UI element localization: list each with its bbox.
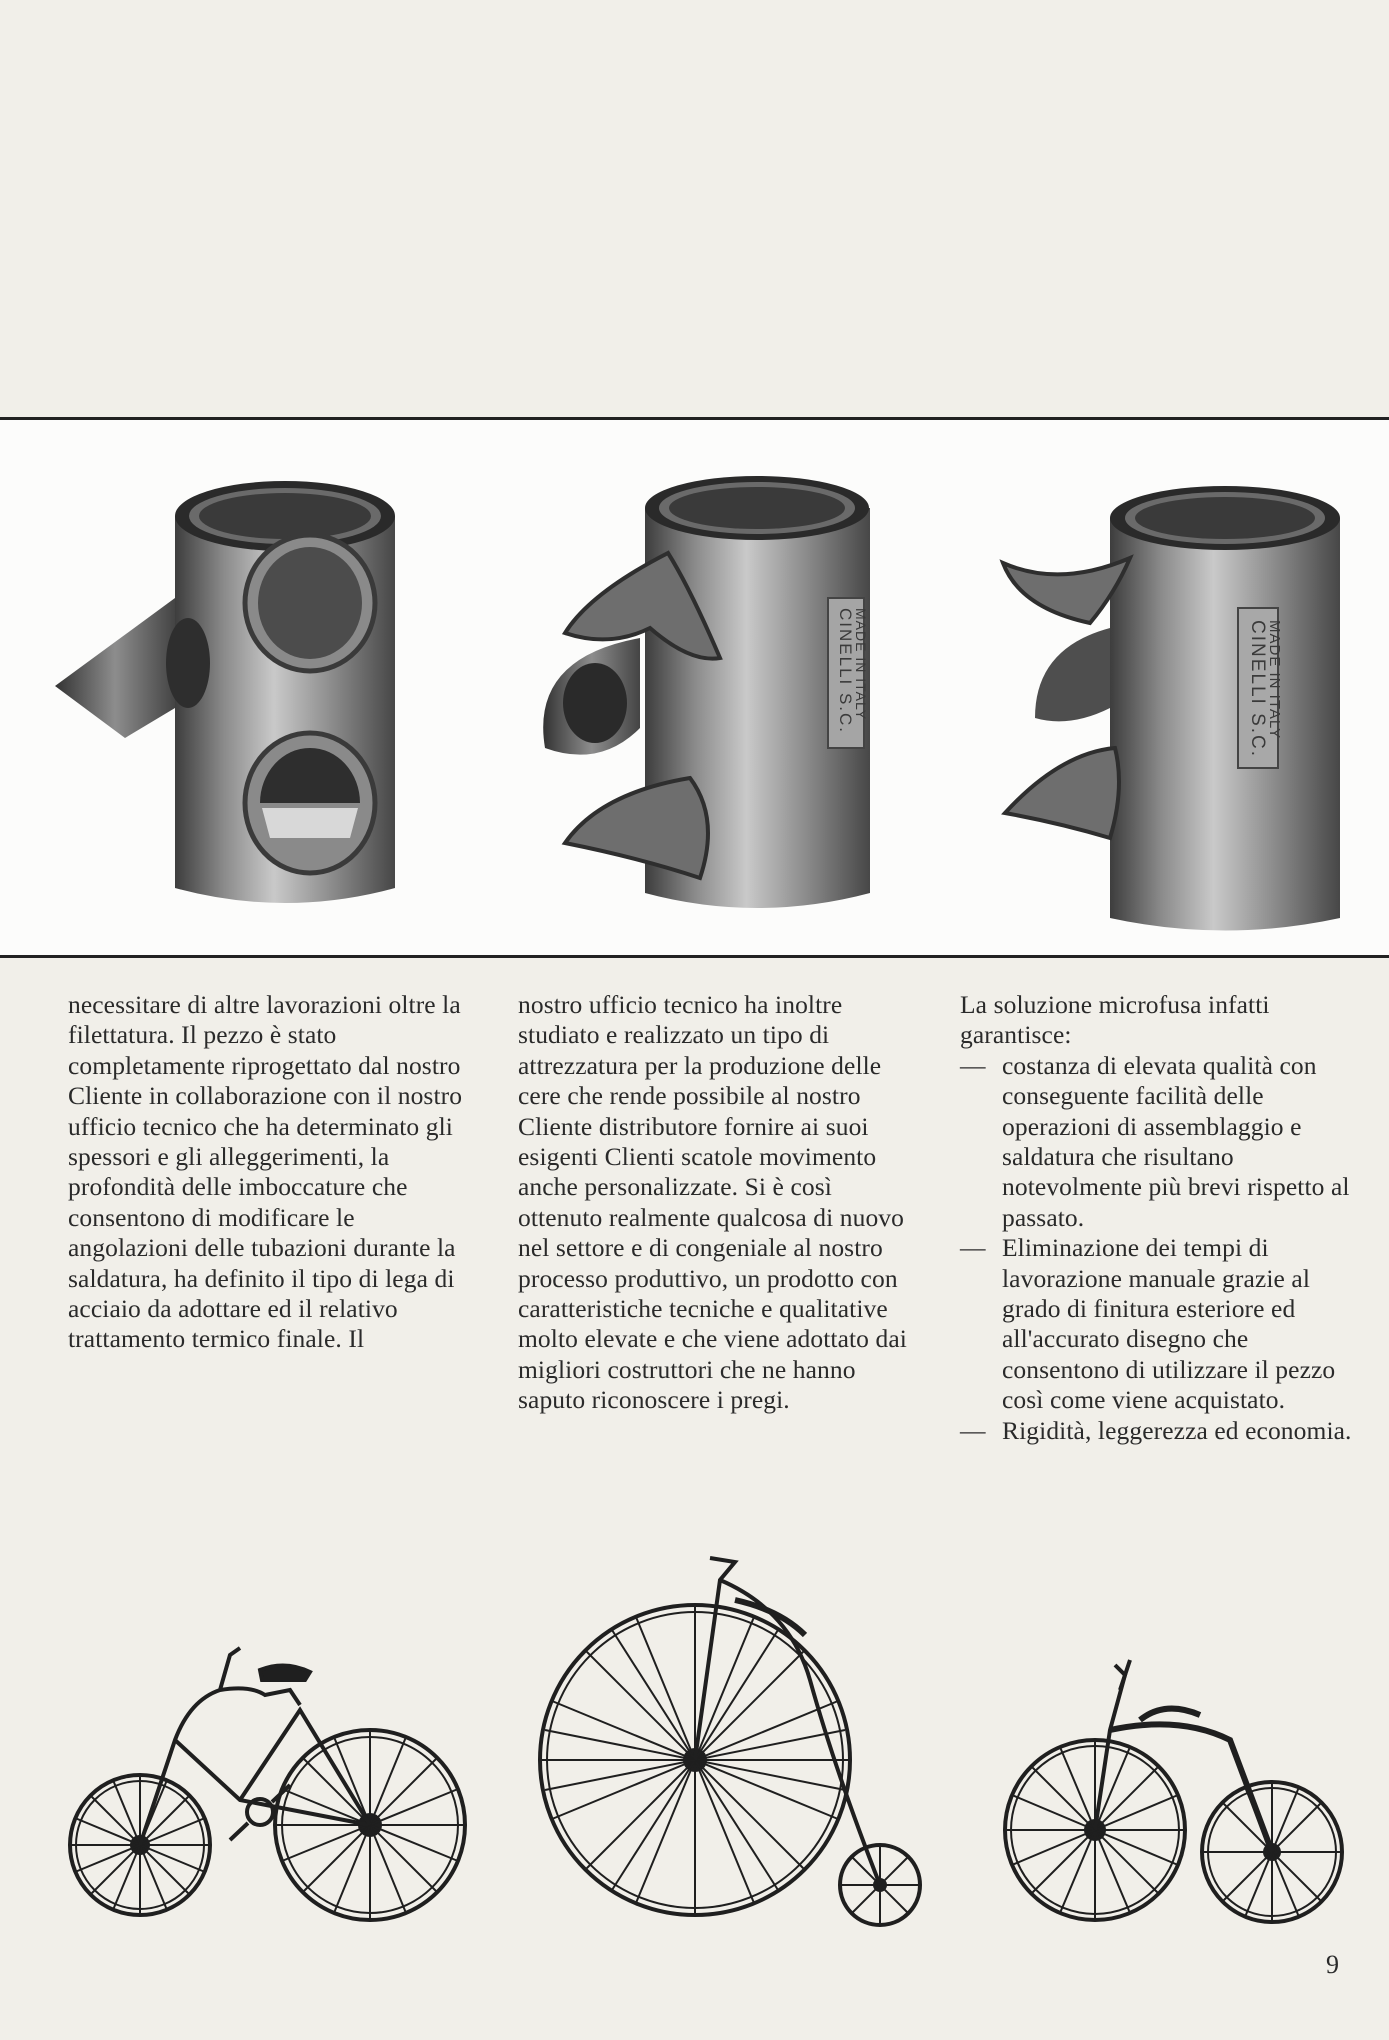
stamp-line1-shell2: CINELLI S.C. — [836, 608, 855, 735]
column-2-paragraph: nostro ufficio tecnico ha inoltre studiato e realizzato un tipo di attrezzatura per la produzione delle cere che rende possibile al nostro Cliente distributore fornire ai suoi esigenti Clienti scatole movimento anche personalizzate. Si è così ottenuto realmente qualcosa di nuovo nel settore e di congeniale al nostro processo produttivo, un prodotto con caratteristiche tecniche e qualitative molto elevate e che viene adottato dai migliori costruttori che ne hanno saputo riconoscere i pregi. — [518, 990, 907, 1415]
safety-bicycle-illustration — [70, 1648, 465, 1920]
shell-photo-2 — [543, 476, 870, 908]
benefits-list — [960, 1051, 1360, 1446]
text-column-3 — [960, 990, 1360, 1446]
benefit-item: — Eliminazione dei tempi di lavorazione manuale grazie al grado di finitura esteriore ed all'accurato disegno che consentono di utilizzare il pezzo così come viene acquistato. — [960, 1233, 1360, 1415]
shell-photo-3 — [1003, 486, 1340, 931]
text-column-1 — [68, 990, 468, 1355]
column-3-intro: La soluzione microfusa infatti garantisce: — [960, 990, 1270, 1050]
bicycle-illustrations — [0, 1540, 1389, 2040]
page-number: 9 — [1326, 1950, 1339, 1979]
benefit-item: — costanza di elevata qualità con conseguente facilità delle operazioni di assemblaggio e saldatura che risultano notevolmente più brevi rispetto al passato. — [960, 1051, 1360, 1233]
stamp-line1-shell3: CINELLI S.C. — [1247, 620, 1268, 759]
column-1-paragraph: necessitare di altre lavorazioni oltre la filettatura. Il pezzo è stato completamente riprogettato dal nostro Cliente in collaborazione con il nostro ufficio tecnico che ha determinato gli spessori e gli alleggerimenti, la profondità delle imboccature che consentono di modificare le angolazioni delle tubazioni durante la saldatura, ha definito il tipo di lega di acciaio da adottare ed il relativo trattamento termico finale. Il — [68, 990, 463, 1354]
product-photos — [0, 418, 1389, 958]
velocipede-illustration — [1005, 1660, 1342, 1922]
stamp-line2-shell3: MADE IN ITALY — [1266, 620, 1283, 740]
penny-farthing-illustration — [540, 1558, 920, 1925]
benefit-item: — Rigidità, leggerezza ed economia. — [960, 1416, 1360, 1446]
stamp-line2-shell2: MADE IN ITALY — [853, 608, 869, 721]
shell-photo-1 — [55, 481, 395, 903]
text-column-2 — [518, 990, 918, 1416]
